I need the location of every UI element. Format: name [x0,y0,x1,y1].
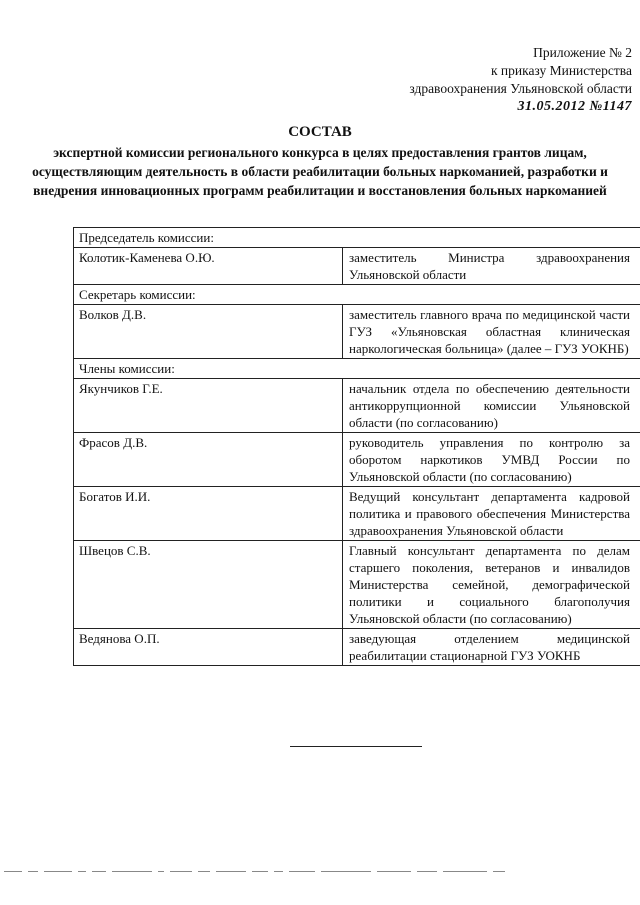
appendix-number: Приложение № 2 [533,45,632,60]
member-name: Ведянова О.П. [74,629,343,666]
title-main: СОСТАВ [288,124,352,140]
section-heading: Секретарь комиссии: [74,285,343,305]
closing-line [290,746,422,747]
scan-artifact [4,862,640,874]
member-row [74,248,640,285]
member-name: Якунчиков Г.Е. [74,379,343,433]
member-row [74,379,640,433]
section-heading: Члены комиссии: [74,359,343,379]
member-role: заведующая отделением медицинской реабилитации стационарной ГУЗ УОКНБ [343,629,640,666]
member-name: Фрасов Д.В. [74,433,343,487]
member-row [74,433,640,487]
document-title [0,124,640,200]
member-name: Богатов И.И. [74,487,343,541]
handwritten-date-number: 31.05.2012 №1147 [517,99,632,114]
section-heading-row [74,359,640,379]
ministry-name: здравоохранения Ульяновской области [409,81,632,96]
section-heading-blank [343,228,640,248]
appendix-header [409,44,632,116]
order-reference: к приказу Министерства [490,63,632,78]
member-row [74,629,640,666]
section-heading-blank [343,285,640,305]
member-role: Ведущий консультант департамента кадровой политика и правового обеспечения Министерства здравоохранения Ульяновской области [343,487,640,541]
member-row [74,541,640,629]
member-name: Колотик-Каменева О.Ю. [74,248,343,285]
member-name: Швецов С.В. [74,541,343,629]
commission-table [73,227,640,666]
section-heading-row [74,228,640,248]
title-subtitle: экспертной комиссии регионального конкурса в целях предоставления грантов лицам, осуществляющим деятельность в области реабилитации больных наркоманией, разработки и внедрения инновационных программ реабилитации и восстановления больных наркоманией [32,145,608,198]
section-heading: Председатель комиссии: [74,228,343,248]
section-heading-row [74,285,640,305]
member-row [74,305,640,359]
member-role: начальник отдела по обеспечению деятельности антикоррупционной комиссии Ульяновской области (по согласованию) [343,379,640,433]
member-role: руководитель управления по контролю за оборотом наркотиков УМВД России по Ульяновской области (по согласованию) [343,433,640,487]
member-row [74,487,640,541]
member-role: заместитель Министра здравоохранения Ульяновской области [343,248,640,285]
member-role: заместитель главного врача по медицинской части ГУЗ «Ульяновская областная клиническая наркологическая больница» (далее – ГУЗ УОКНБ) [343,305,640,359]
member-name: Волков Д.В. [74,305,343,359]
section-heading-blank [343,359,640,379]
member-role: Главный консультант департамента по делам старшего поколения, ветеранов и инвалидов Министерства семейной, демографической политики и социального благополучия Ульяновской области (по согласованию) [343,541,640,629]
